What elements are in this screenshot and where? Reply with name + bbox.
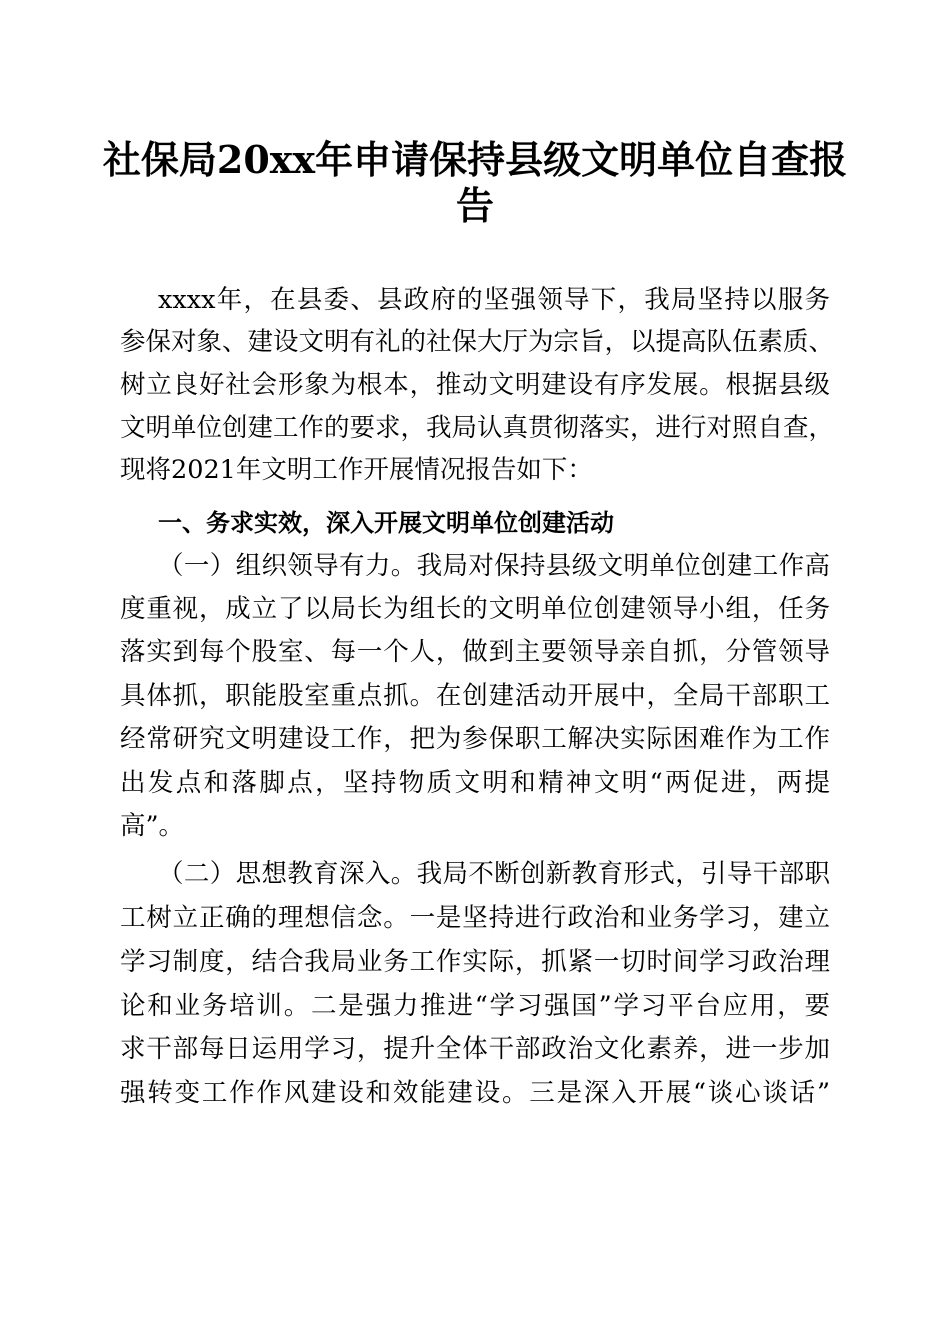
paragraph-line: 度重视，成立了以局长为组长的文明单位创建领导小组，任务 bbox=[120, 594, 830, 624]
paragraph-line: （二）思想教育深入。我局不断创新教育形式，引导干部职 bbox=[158, 859, 830, 889]
intro-line: 文明单位创建工作的要求，我局认真贯彻落实，进行对照自查， bbox=[120, 413, 835, 443]
paragraph-line: 强转变工作作风建设和效能建设。三是深入开展“谈心谈话” bbox=[120, 1078, 830, 1108]
paragraph-line: 出发点和落脚点，坚持物质文明和精神文明“两促进，两提 bbox=[120, 768, 830, 798]
paragraph-line: 高”。 bbox=[120, 811, 185, 841]
document-title-line-1: 社保局20xx年申请保持县级文明单位自查报 bbox=[102, 137, 848, 182]
section-heading: 一、务求实效，深入开展文明单位创建活动 bbox=[158, 509, 614, 537]
document-title-line-2: 告 bbox=[455, 183, 494, 228]
paragraph-line: 落实到每个股室、每一个人，做到主要领导亲自抓，分管领导 bbox=[120, 637, 830, 667]
paragraph-line: （一）组织领导有力。我局对保持县级文明单位创建工作高 bbox=[158, 551, 830, 581]
paragraph-line: 学习制度，结合我局业务工作实际，抓紧一切时间学习政治理 bbox=[120, 947, 830, 977]
paragraph-line: 论和业务培训。二是强力推进“学习强国”学习平台应用，要 bbox=[120, 991, 830, 1021]
paragraph-line: 工树立正确的理想信念。一是坚持进行政治和业务学习，建立 bbox=[120, 903, 830, 933]
intro-line: xxxx年，在县委、县政府的坚强领导下，我局坚持以服务 bbox=[158, 285, 830, 315]
intro-line: 参保对象、建设文明有礼的社保大厅为宗旨，以提高队伍素质、 bbox=[120, 327, 835, 357]
intro-line: 树立良好社会形象为根本，推动文明建设有序发展。根据县级 bbox=[120, 370, 830, 400]
paragraph-line: 求干部每日运用学习，提升全体干部政治文化素养，进一步加 bbox=[120, 1034, 830, 1064]
paragraph-line: 具体抓，职能股室重点抓。在创建活动开展中，全局干部职工 bbox=[120, 681, 830, 711]
intro-line: 现将2021年文明工作开展情况报告如下： bbox=[120, 455, 593, 485]
paragraph-line: 经常研究文明建设工作，把为参保职工解决实际困难作为工作 bbox=[120, 724, 830, 754]
